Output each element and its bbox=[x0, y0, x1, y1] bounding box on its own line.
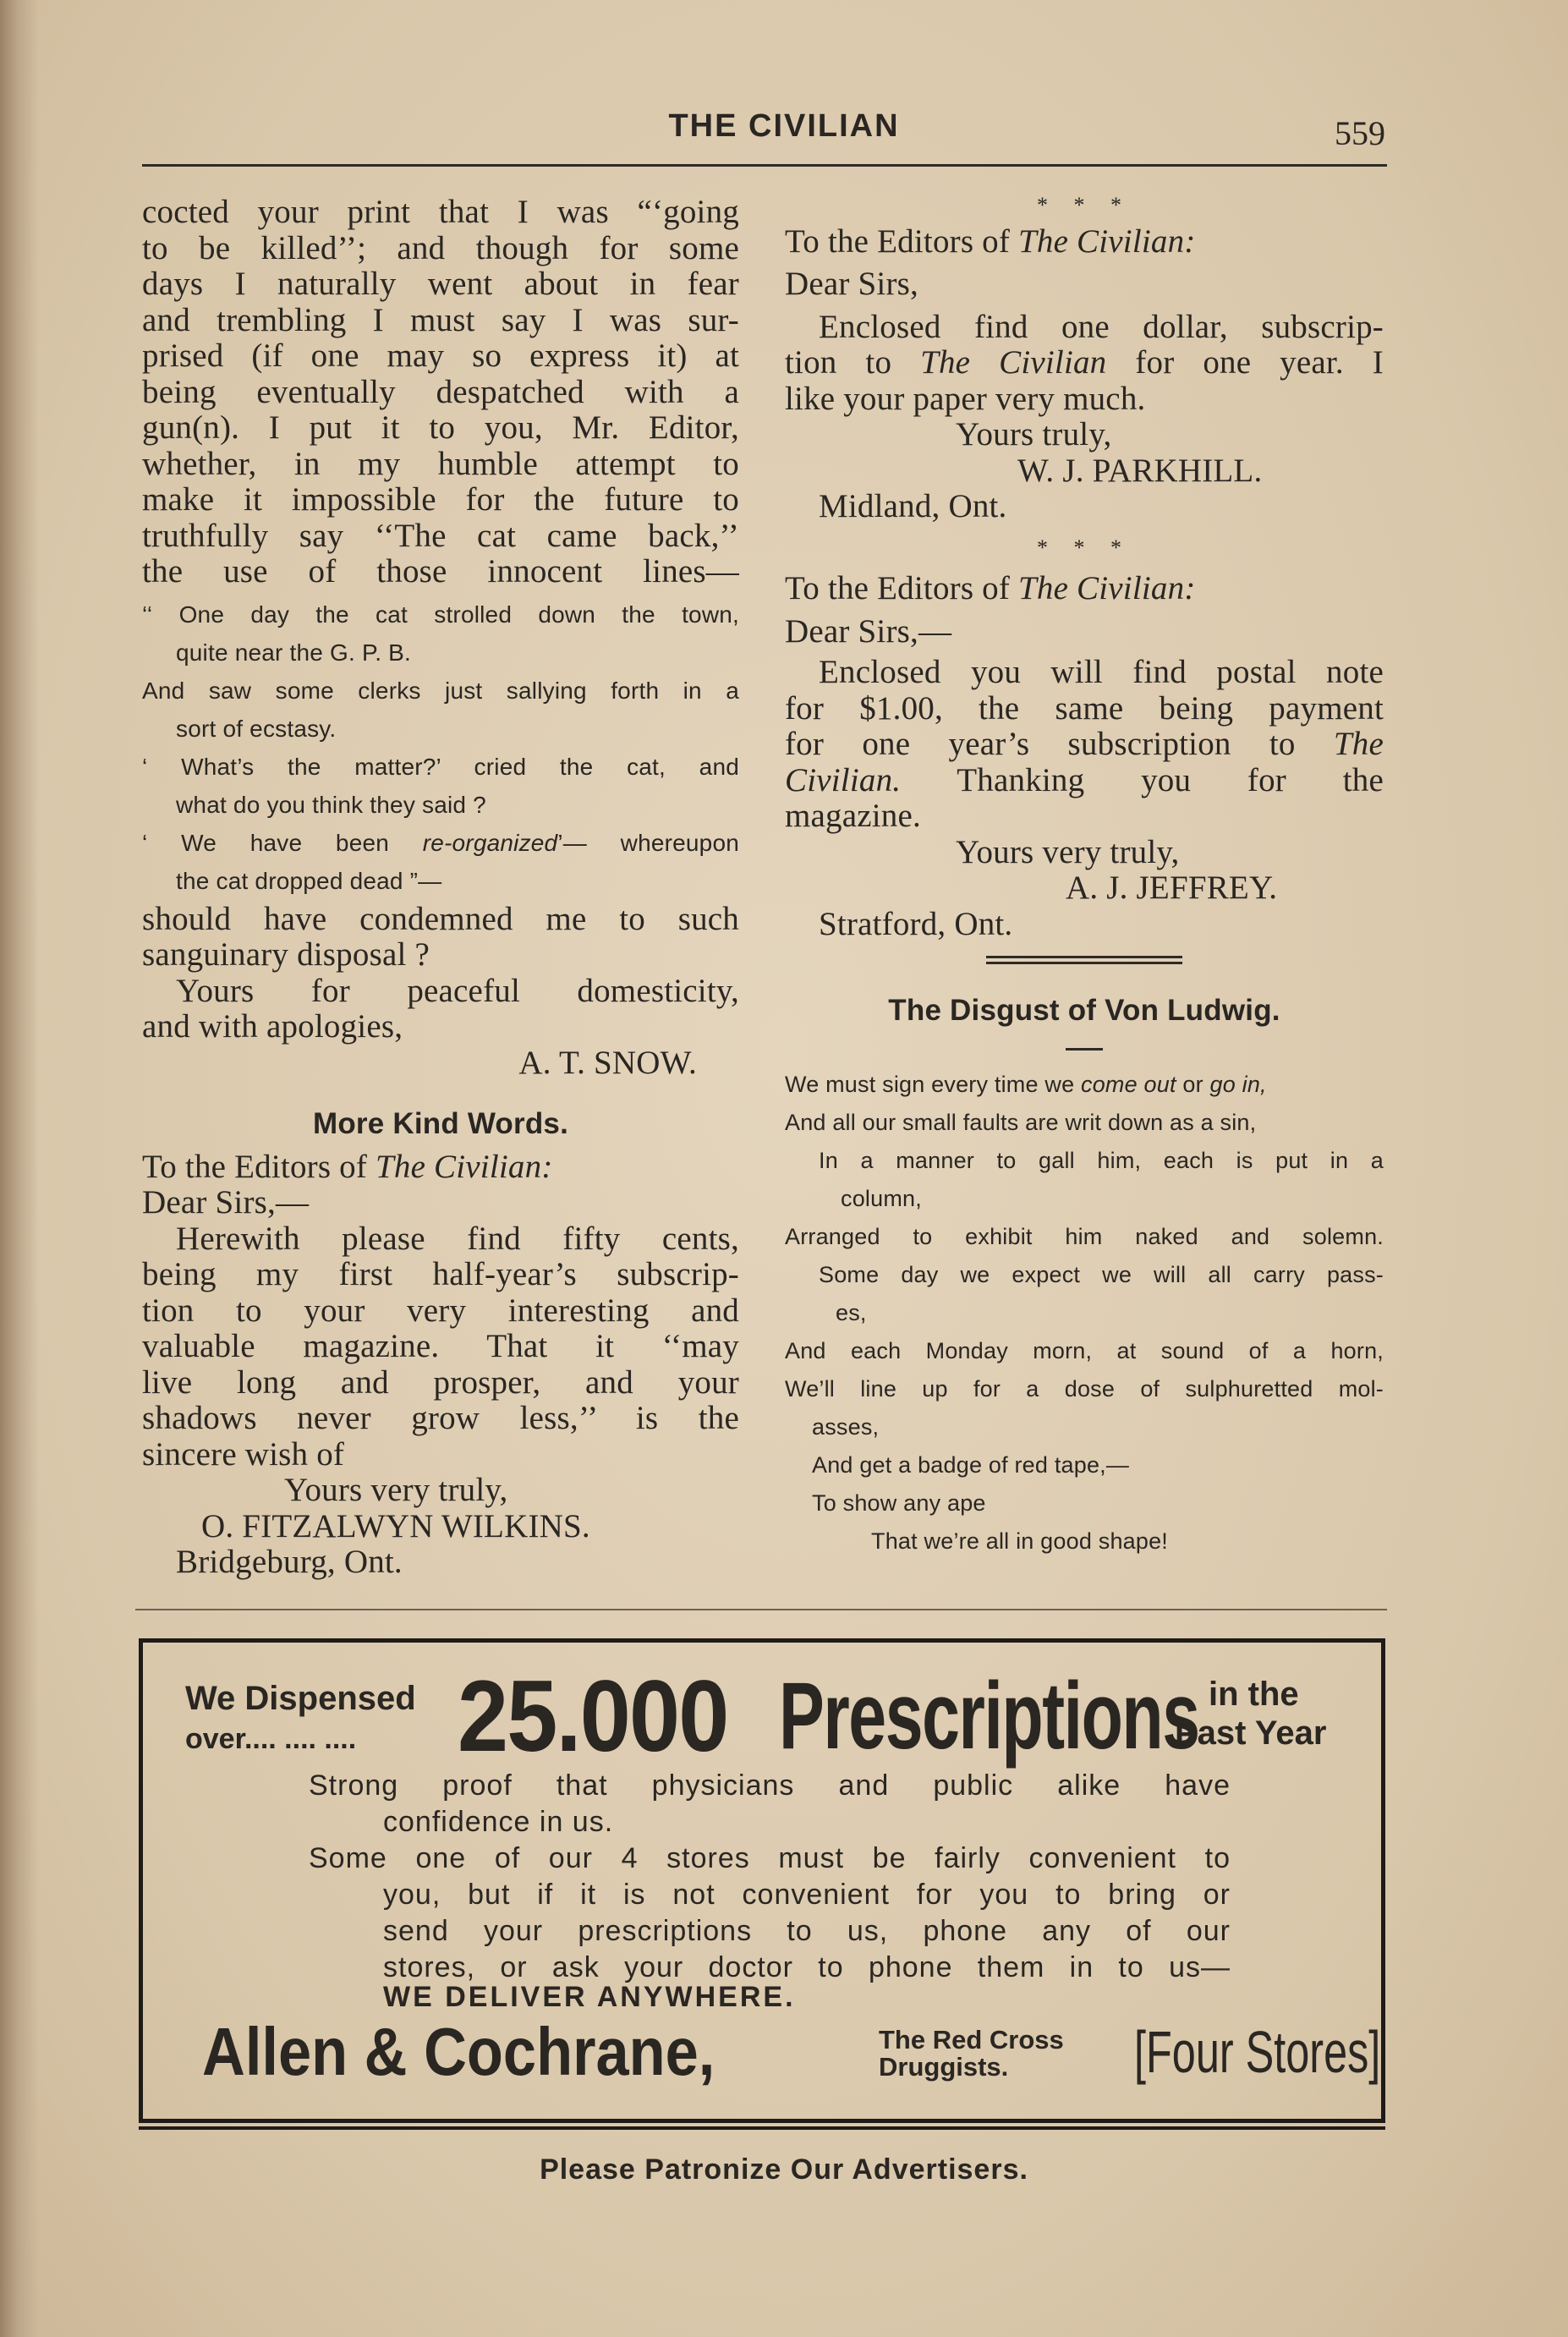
verse-line: And get a badge of red tape,— bbox=[812, 1451, 1130, 1478]
salutation-text: To the Editors of bbox=[142, 1148, 376, 1185]
text-fragment: tion to bbox=[785, 344, 921, 381]
ad-prescriptions-word: Prescriptions bbox=[779, 1663, 1199, 1769]
verse-line: To show any ape bbox=[812, 1489, 986, 1516]
ad-red-cross-text: The Red Cross bbox=[879, 2025, 1064, 2054]
verse-line bbox=[142, 824, 739, 862]
publication-name: Civilian. bbox=[785, 761, 902, 798]
column-footer-rule bbox=[135, 1609, 1387, 1610]
signature: O. FITZALWYN WILKINS. bbox=[201, 1507, 590, 1544]
ad-bottom-rule bbox=[139, 2126, 1385, 2130]
letter-parkhill bbox=[785, 224, 1384, 525]
text-line: sincere wish of bbox=[142, 1435, 345, 1473]
text-fragment: Thanking you for the bbox=[901, 761, 1384, 798]
salutation-text: To the Editors of bbox=[785, 570, 1018, 606]
ad-text-line: stores, or ask your doctor to phone them in to us— bbox=[383, 1951, 1231, 1983]
header-rule bbox=[142, 164, 1387, 167]
ad-delivery-claim: WE DELIVER ANYWHERE. bbox=[383, 1981, 796, 2013]
text-line: shadows never grow less,’’ is the bbox=[142, 1400, 739, 1436]
text-fragment: for one year’s subscription to bbox=[785, 726, 1334, 762]
double-rule-separator bbox=[986, 956, 1182, 964]
signature-place: Stratford, Ont. bbox=[819, 905, 1013, 942]
section-heading: More Kind Words. bbox=[313, 1107, 568, 1140]
ad-time-period bbox=[1175, 1675, 1326, 1753]
letter-closing bbox=[142, 902, 739, 1082]
page-edge-shadow bbox=[0, 0, 39, 2337]
verse-line: ‘ What’s the matter?’ cried the cat, and bbox=[142, 753, 739, 780]
verse-line bbox=[785, 1066, 1384, 1104]
text-line: to be killed’’; and though for some bbox=[142, 229, 739, 266]
text-line: Enclosed you will find postal note bbox=[819, 654, 1384, 690]
verse-fragment: or bbox=[1176, 1071, 1210, 1097]
verse-line: quite near the G. P. B. bbox=[176, 639, 412, 666]
ad-signature-line bbox=[202, 2013, 1381, 2106]
verse-line: That we’re all in good shape! bbox=[871, 1528, 1169, 1554]
running-header-title: THE CIVILIAN bbox=[668, 108, 900, 144]
footer-note: Please Patronize Our Advertisers. bbox=[540, 2153, 1028, 2186]
verse-line: ‘‘ One day the cat strolled down the town, bbox=[142, 601, 739, 628]
text-line: being eventually despatched with a bbox=[142, 373, 739, 410]
text-line: live long and prosper, and your bbox=[142, 1363, 739, 1401]
verse-fragment: We must sign every time we bbox=[785, 1071, 1082, 1097]
text-line bbox=[785, 763, 1384, 799]
text-fragment: for one year. I bbox=[1106, 344, 1384, 381]
verse-line: what do you think they said ? bbox=[176, 791, 486, 818]
text-line: days I naturally went about in fear bbox=[142, 266, 739, 302]
verse-line: asses, bbox=[812, 1413, 880, 1440]
publication-name: The bbox=[1333, 726, 1384, 762]
verse-line: In a manner to gall him, each is put in a bbox=[819, 1147, 1384, 1173]
ad-over-text: over.... .... .... bbox=[185, 1723, 357, 1755]
verse-line: sort of ecstasy. bbox=[176, 715, 337, 742]
text-line: for $1.00, the same being payment bbox=[785, 689, 1384, 727]
verse-line: We’ll line up for a dose of sulphuretted mol- bbox=[785, 1375, 1384, 1402]
letter-continuation bbox=[142, 195, 739, 590]
text-line: like your paper very much. bbox=[785, 380, 1146, 417]
text-line: tion to your very interesting and bbox=[142, 1292, 739, 1329]
salutation-text: To the Editors of bbox=[785, 222, 1018, 260]
greeting: Dear Sirs, bbox=[785, 266, 918, 302]
ad-text-line: Some one of our 4 stores must be fairly convenient to bbox=[309, 1842, 1231, 1874]
verse-italic: come out bbox=[1081, 1071, 1176, 1097]
text-line: sanguinary disposal ? bbox=[142, 936, 430, 973]
ad-text-line: send your prescriptions to us, phone any of our bbox=[383, 1915, 1231, 1947]
signature: A. T. SNOW. bbox=[518, 1044, 697, 1081]
verse-line: es, bbox=[836, 1299, 867, 1325]
text-line: Enclosed find one dollar, subscrip- bbox=[819, 308, 1384, 345]
verse-italic: re-organized bbox=[422, 829, 558, 856]
greeting: Dear Sirs,— bbox=[785, 612, 952, 650]
letter-wilkins bbox=[142, 1149, 739, 1581]
poem-title: The Disgust of Von Ludwig. bbox=[888, 994, 1280, 1027]
ad-red-cross bbox=[879, 2027, 1064, 2081]
text-line: cocted your print that I was “‘going bbox=[142, 194, 739, 230]
ad-in-the-text: in the bbox=[1209, 1676, 1299, 1713]
publication-name: The Civilian: bbox=[1018, 570, 1196, 606]
text-line: Herewith please find fifty cents, bbox=[176, 1220, 739, 1257]
text-line: magazine. bbox=[785, 798, 921, 834]
verse-fragment: ‘ We have been bbox=[142, 829, 423, 856]
verse-line: And saw some clerks just sallying forth in a bbox=[142, 677, 739, 704]
text-line: and trembling I must say I was sur- bbox=[142, 301, 739, 338]
signature-place: Midland, Ont. bbox=[819, 488, 1007, 524]
verse-line: the cat dropped dead ”— bbox=[176, 867, 442, 894]
ad-firm-name: Allen & Cochrane, bbox=[202, 2014, 715, 2089]
text-line: make it impossible for the future to bbox=[142, 481, 739, 518]
salutation bbox=[785, 224, 1384, 261]
text-line: being my first half-year’s subscrip- bbox=[142, 1256, 739, 1292]
signature-place: Bridgeburg, Ont. bbox=[176, 1544, 403, 1580]
ad-druggists-text: Druggists. bbox=[879, 2052, 1009, 2082]
ad-we-dispensed-text: We Dispensed bbox=[185, 1680, 416, 1717]
verse-line: column, bbox=[841, 1185, 922, 1211]
closing: Yours truly, bbox=[956, 416, 1112, 453]
verse-line: Arranged to exhibit him naked and solemn. bbox=[785, 1223, 1384, 1249]
text-line bbox=[785, 727, 1384, 763]
greeting: Dear Sirs,— bbox=[142, 1184, 310, 1221]
ad-text-line: confidence in us. bbox=[383, 1806, 614, 1838]
publication-name: The Civilian: bbox=[376, 1148, 553, 1185]
ad-past-year-text: Past Year bbox=[1175, 1714, 1327, 1752]
text-line: prised (if one may so express it) at bbox=[142, 337, 739, 374]
text-line: valuable magazine. That it ‘‘may bbox=[142, 1328, 739, 1364]
publication-name: The Civilian bbox=[920, 344, 1107, 381]
closing: Yours very truly, bbox=[956, 833, 1180, 870]
poem-von-ludwig bbox=[785, 1066, 1384, 1561]
closing: Yours very truly, bbox=[284, 1472, 508, 1508]
ad-four-stores: [Four Stores] bbox=[1134, 2019, 1381, 2085]
text-line: Yours for peaceful domesticity, bbox=[176, 972, 739, 1009]
advertisement-box bbox=[139, 1638, 1385, 2123]
letter-jeffrey bbox=[785, 571, 1384, 942]
ad-text-line: Strong proof that physicians and public alike have bbox=[309, 1769, 1231, 1802]
text-line: should have condemned me to such bbox=[142, 900, 739, 937]
separator-stars: * * * bbox=[1037, 535, 1132, 560]
verse-line: And each Monday morn, at sound of a horn, bbox=[785, 1337, 1384, 1363]
title-dash bbox=[1066, 1048, 1103, 1051]
text-line: truthfully say ‘‘The cat came back,’’ bbox=[142, 517, 739, 554]
text-line: the use of those innocent lines— bbox=[142, 553, 739, 590]
page-number: 559 bbox=[1335, 114, 1385, 152]
signature: W. J. PARKHILL. bbox=[1017, 452, 1263, 489]
verse-line: Some day we expect we will all carry pass- bbox=[819, 1261, 1384, 1287]
signature: A. J. JEFFREY. bbox=[1066, 870, 1278, 906]
ad-we-dispensed bbox=[185, 1678, 416, 1759]
salutation bbox=[142, 1149, 739, 1186]
text-line: whether, in my humble attempt to bbox=[142, 445, 739, 482]
verse-line: And all our small faults are writ down as a sin, bbox=[785, 1109, 1257, 1135]
ad-body-text bbox=[309, 1768, 1231, 2016]
text-line bbox=[785, 345, 1384, 381]
right-column bbox=[785, 188, 1384, 1561]
text-line: gun(n). I put it to you, Mr. Editor, bbox=[142, 409, 739, 446]
left-column bbox=[142, 195, 739, 1581]
publication-name: The Civilian: bbox=[1018, 222, 1196, 260]
text-line: and with apologies, bbox=[142, 1008, 403, 1045]
salutation bbox=[785, 571, 1384, 607]
ad-text-line: you, but if it is not convenient for you to bring or bbox=[383, 1879, 1231, 1911]
separator-stars: * * * bbox=[1037, 193, 1132, 217]
verse-fragment: ’— whereupon bbox=[557, 829, 739, 856]
verse-italic: go in, bbox=[1209, 1071, 1267, 1097]
ad-prescription-count: 25.000 bbox=[458, 1659, 728, 1773]
quoted-verse bbox=[142, 595, 739, 900]
